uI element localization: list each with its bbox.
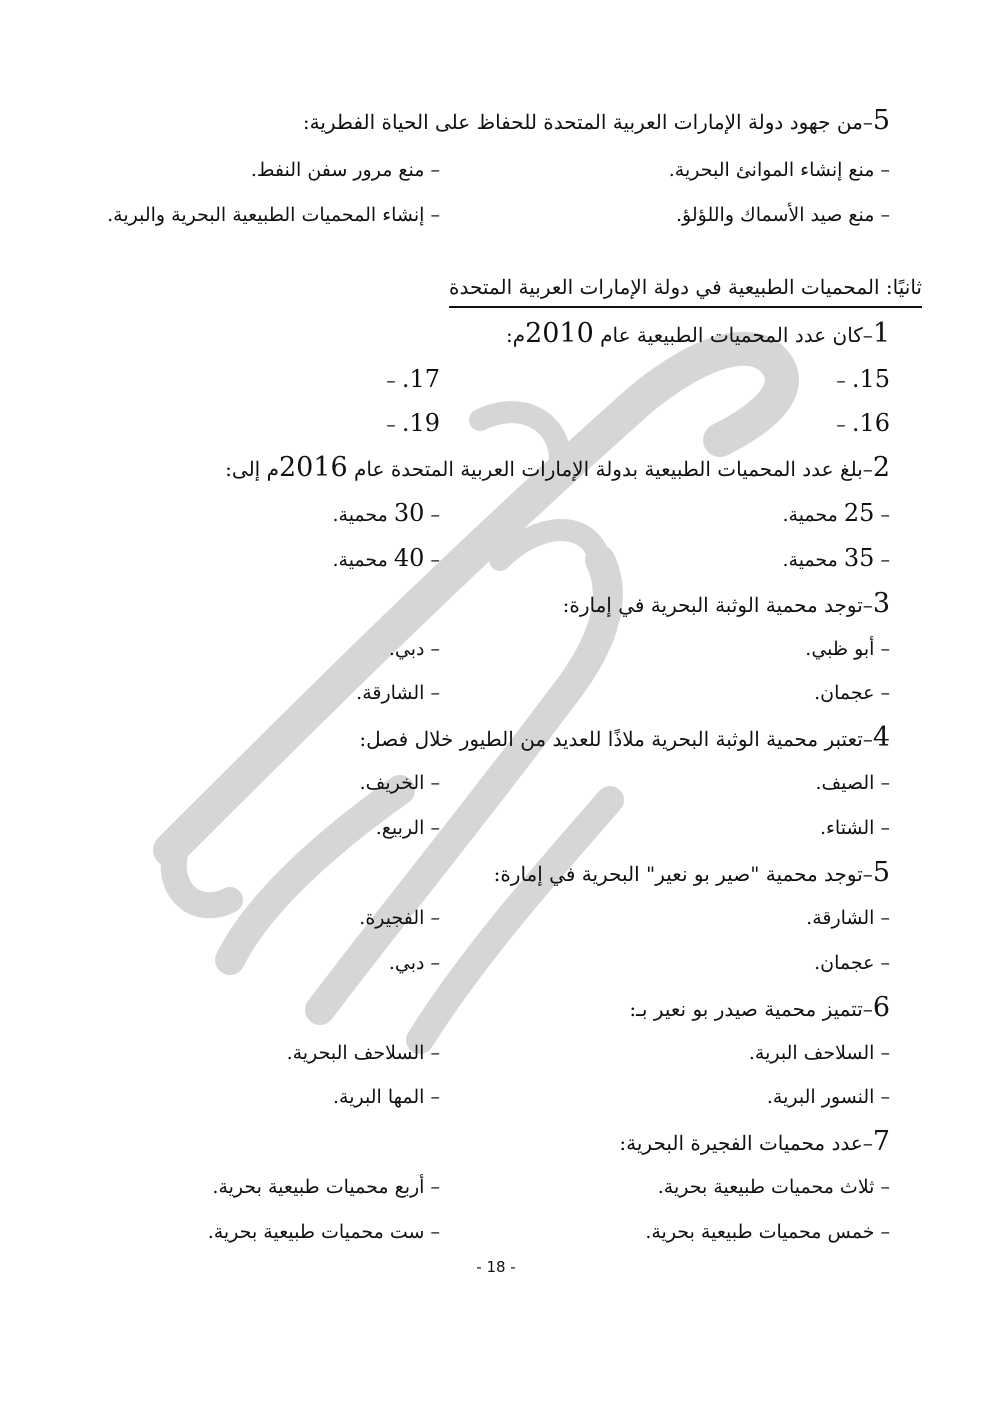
question-number: 5 xyxy=(872,105,890,136)
option: – السلاحف البحرية. xyxy=(286,1042,440,1064)
question-text: –من جهود دولة الإمارات العربية المتحدة للحفاظ على الحياة الفطرية: xyxy=(302,110,873,134)
option: – الشتاء. xyxy=(819,817,890,839)
question-3: 3–توجد محمية الوثبة البحرية في إمارة: xyxy=(562,588,890,619)
option: – 35 محمية. xyxy=(782,544,890,572)
option: – أربع محميات طبيعية بحرية. xyxy=(212,1176,440,1198)
option: – النسور البرية. xyxy=(766,1086,890,1108)
option: – 40 محمية. xyxy=(332,544,440,572)
option: – أبو ظبي. xyxy=(805,638,890,660)
question-4: 4–تعتبر محمية الوثبة البحرية ملاذًا للعديد من الطيور خلال فصل: xyxy=(359,722,890,753)
option: – المها البرية. xyxy=(333,1086,440,1108)
option: – .16 xyxy=(836,409,890,437)
question-5: 5–توجد محمية "صير بو نعير" البحرية في إمارة: xyxy=(493,857,890,888)
option: – عجمان. xyxy=(814,952,890,974)
option: – .19 xyxy=(386,409,440,437)
option: – الخريف. xyxy=(359,772,440,794)
option: – الفجيرة. xyxy=(359,907,440,929)
option: – منع صيد الأسماك واللؤلؤ. xyxy=(676,204,890,226)
option: – .17 xyxy=(386,365,440,393)
page-number: - 18 - xyxy=(476,1258,516,1276)
option: – ثلاث محميات طبيعية بحرية. xyxy=(657,1176,890,1198)
option: – منع مرور سفن النفط. xyxy=(250,159,440,181)
option: – عجمان. xyxy=(814,682,890,704)
option: – إنشاء المحميات الطبيعية البحرية والبرية. xyxy=(107,204,440,226)
option: – منع إنشاء الموانئ البحرية. xyxy=(668,159,890,181)
section-title: ثانيًا: المحميات الطبيعية في دولة الإمارات العربية المتحدة xyxy=(449,270,922,308)
question-1: 1–كان عدد المحميات الطبيعية عام 2010م: xyxy=(505,318,890,349)
option: – الصيف. xyxy=(815,772,890,794)
question-2: 2–بلغ عدد المحميات الطبيعية بدولة الإمارات العربية المتحدة عام 2016م إلى: xyxy=(225,452,890,483)
question-6: 6–تتميز محمية صيدر بو نعير بـ: xyxy=(629,992,890,1023)
option: – الربيع. xyxy=(375,817,440,839)
option: – دبي. xyxy=(388,638,440,660)
option: – خمس محميات طبيعية بحرية. xyxy=(645,1221,890,1243)
question-7: 7–عدد محميات الفجيرة البحرية: xyxy=(619,1126,890,1157)
option: – 25 محمية. xyxy=(782,499,890,527)
option: – الشارقة. xyxy=(806,907,890,929)
option: – ست محميات طبيعية بحرية. xyxy=(207,1221,440,1243)
option: – السلاحف البرية. xyxy=(748,1042,890,1064)
question-5-wildlife-efforts xyxy=(303,105,890,138)
option: – دبي. xyxy=(388,952,440,974)
option: – 30 محمية. xyxy=(332,499,440,527)
option: – .15 xyxy=(836,365,890,393)
option: – الشارقة. xyxy=(356,682,440,704)
